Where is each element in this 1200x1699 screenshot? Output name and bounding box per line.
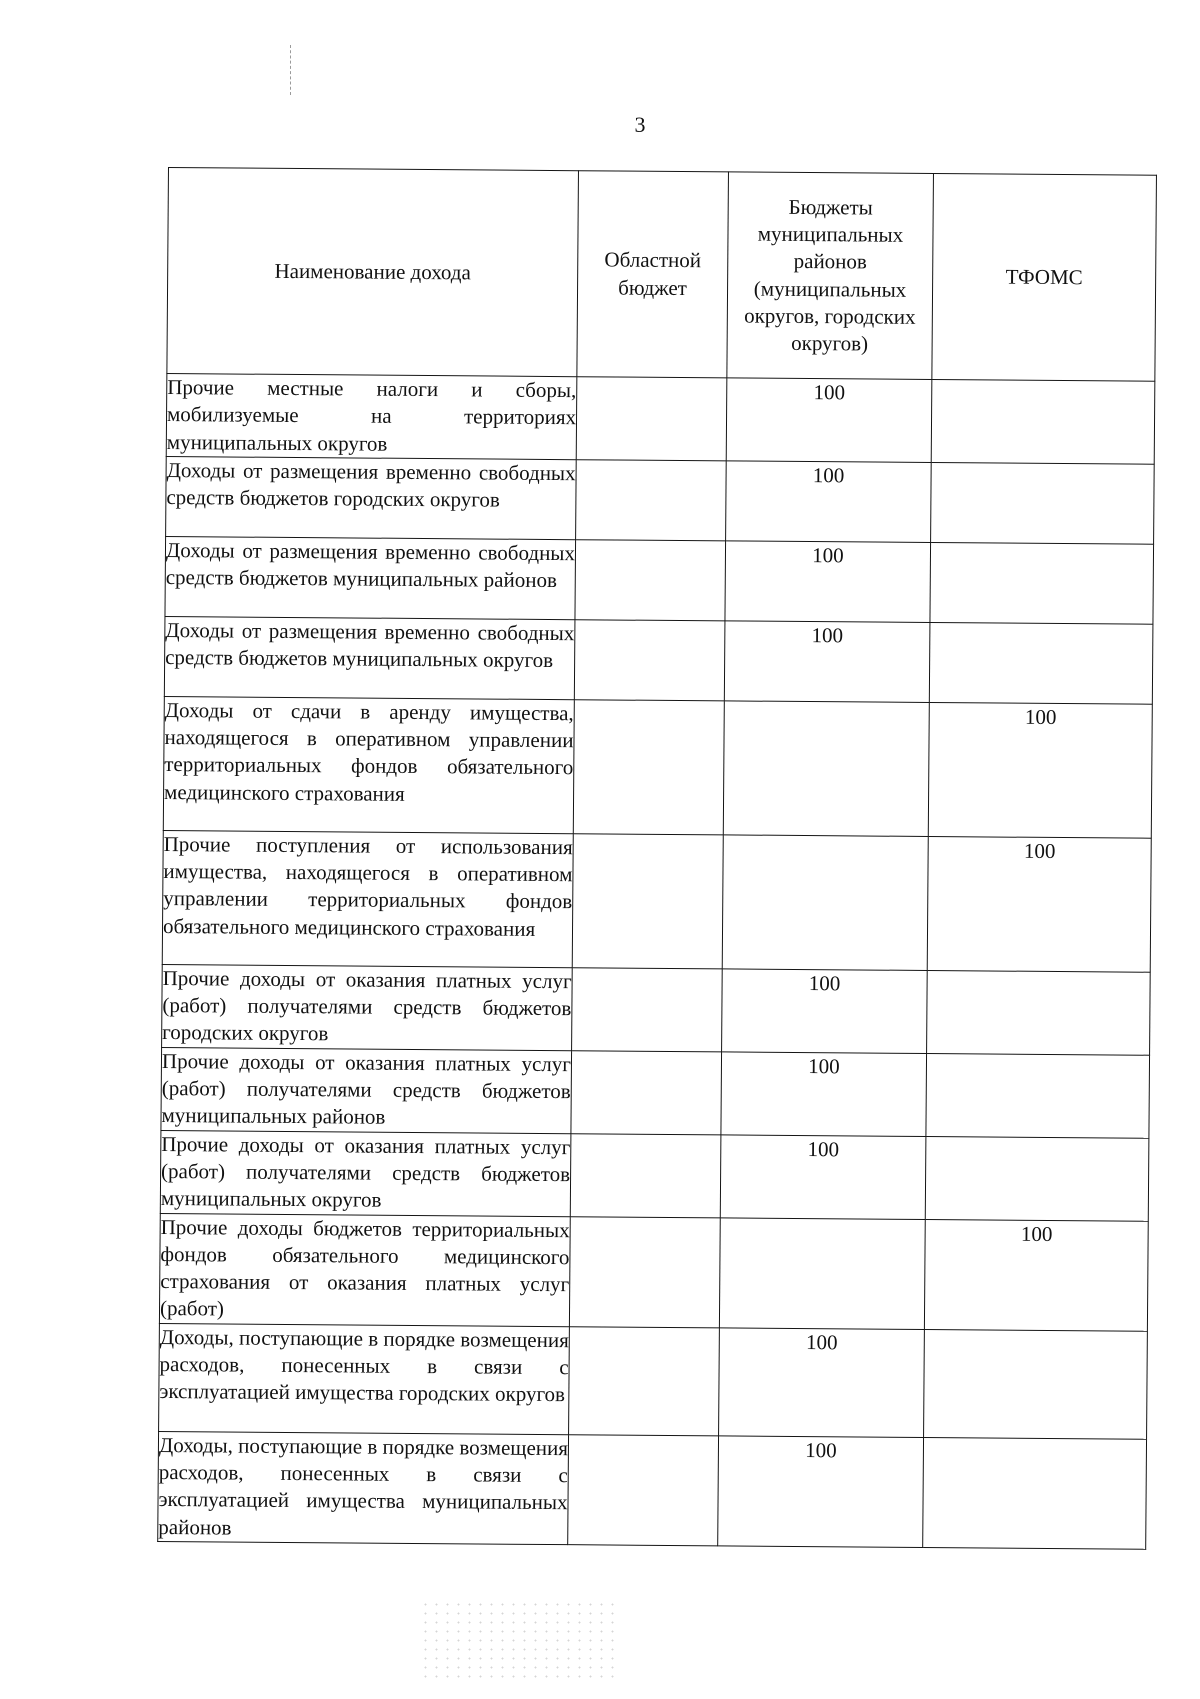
header-regional-budget: Областной бюджет — [577, 171, 729, 378]
regional-value-cell — [576, 460, 727, 541]
tfoms-value-cell — [929, 622, 1153, 704]
municipal-value-cell: 100 — [719, 1328, 925, 1438]
table-header-row — [167, 168, 1157, 382]
municipal-value-cell: 100 — [720, 1135, 926, 1219]
regional-value-cell — [570, 1133, 721, 1217]
table-row — [166, 373, 1155, 464]
tfoms-value-cell — [926, 1053, 1150, 1138]
tfoms-value-cell — [930, 542, 1154, 624]
scan-noise-artifact — [420, 1600, 620, 1680]
header-tfoms: ТФОМС — [932, 174, 1157, 382]
table-row — [159, 1323, 1148, 1439]
revenue-name-cell: Прочие доходы от оказания платных услуг (работ) получателями средств бюджетов городских округов — [162, 964, 573, 1050]
table-row — [163, 696, 1152, 838]
header-municipal-budgets: Бюджеты муниципальных районов (муниципальных округов, городских округов) — [727, 172, 934, 380]
tfoms-value-cell: 100 — [927, 836, 1151, 972]
table-row — [166, 456, 1155, 544]
tfoms-value-cell — [923, 1437, 1147, 1549]
scan-artifact-mark — [290, 45, 292, 95]
tfoms-value-cell — [931, 380, 1155, 465]
tfoms-value-cell: 100 — [928, 702, 1152, 838]
table-row — [159, 1213, 1148, 1331]
regional-value-cell — [572, 968, 723, 1052]
table-row — [165, 536, 1154, 624]
table-row — [161, 1047, 1150, 1138]
revenue-distribution-table — [157, 167, 1157, 1550]
tfoms-value-cell — [927, 970, 1151, 1055]
regional-value-cell — [571, 1050, 722, 1134]
municipal-value-cell — [723, 701, 929, 837]
municipal-value-cell: 100 — [718, 1436, 924, 1548]
table-row — [160, 1130, 1149, 1221]
regional-value-cell — [576, 377, 727, 461]
page-number: 3 — [634, 112, 646, 137]
table-row — [162, 964, 1151, 1055]
municipal-value-cell: 100 — [726, 461, 932, 543]
tfoms-value-cell — [924, 1329, 1148, 1439]
table-row — [162, 830, 1151, 972]
tfoms-value-cell — [925, 1136, 1149, 1221]
table-row — [158, 1431, 1147, 1549]
tfoms-value-cell — [931, 462, 1155, 544]
tfoms-value-cell: 100 — [924, 1219, 1148, 1331]
revenue-name-cell: Прочие доходы от оказания платных услуг (работ) получателями средств бюджетов муниципальных округов — [160, 1130, 571, 1216]
revenue-name-cell: Доходы от размещения временно свободных средств бюджетов муниципальных округов — [164, 616, 575, 699]
municipal-value-cell: 100 — [721, 1052, 927, 1136]
revenue-name-cell: Доходы от сдачи в аренду имущества, находящегося в оперативном управлении территориальных фондов обязательного медицинского страхования — [163, 696, 574, 833]
revenue-name-cell: Прочие доходы от оказания платных услуг (работ) получателями средств бюджетов муниципальных районов — [161, 1047, 572, 1133]
header-revenue-name: Наименование дохода — [167, 168, 579, 377]
municipal-value-cell: 100 — [726, 378, 932, 462]
regional-value-cell — [575, 540, 726, 621]
revenue-name-cell: Доходы, поступающие в порядке возмещения расходов, понесенных в связи с эксплуатацией имущества городских округов — [159, 1323, 570, 1434]
regional-value-cell — [568, 1434, 719, 1545]
revenue-name-cell: Прочие местные налоги и сборы, мобилизуемые на территориях муниципальных округов — [166, 373, 577, 459]
revenue-name-cell: Прочие поступления от использования имущества, находящегося в оперативном управлении территориальных фондов обязательного медицинского страхования — [162, 830, 573, 967]
regional-value-cell — [569, 1326, 720, 1435]
municipal-value-cell — [722, 835, 928, 971]
regional-value-cell — [574, 620, 725, 701]
revenue-name-cell: Доходы от размещения временно свободных средств бюджетов муниципальных районов — [165, 536, 576, 619]
municipal-value-cell: 100 — [725, 541, 931, 623]
table-row — [164, 616, 1153, 704]
municipal-value-cell: 100 — [722, 969, 928, 1053]
municipal-value-cell — [719, 1217, 925, 1329]
regional-value-cell — [572, 834, 723, 969]
revenue-name-cell: Доходы, поступающие в порядке возмещения расходов, понесенных в связи с эксплуатацией имущества муниципальных районов — [158, 1431, 569, 1544]
regional-value-cell — [569, 1216, 720, 1327]
regional-value-cell — [573, 700, 724, 835]
revenue-name-cell: Прочие доходы бюджетов территориальных фондов обязательного медицинского страхования от оказания платных услуг (работ) — [159, 1213, 570, 1326]
revenue-table-wrapper — [157, 167, 1156, 1550]
municipal-value-cell: 100 — [724, 621, 930, 703]
revenue-name-cell: Доходы от размещения временно свободных средств бюджетов городских округов — [166, 456, 577, 539]
